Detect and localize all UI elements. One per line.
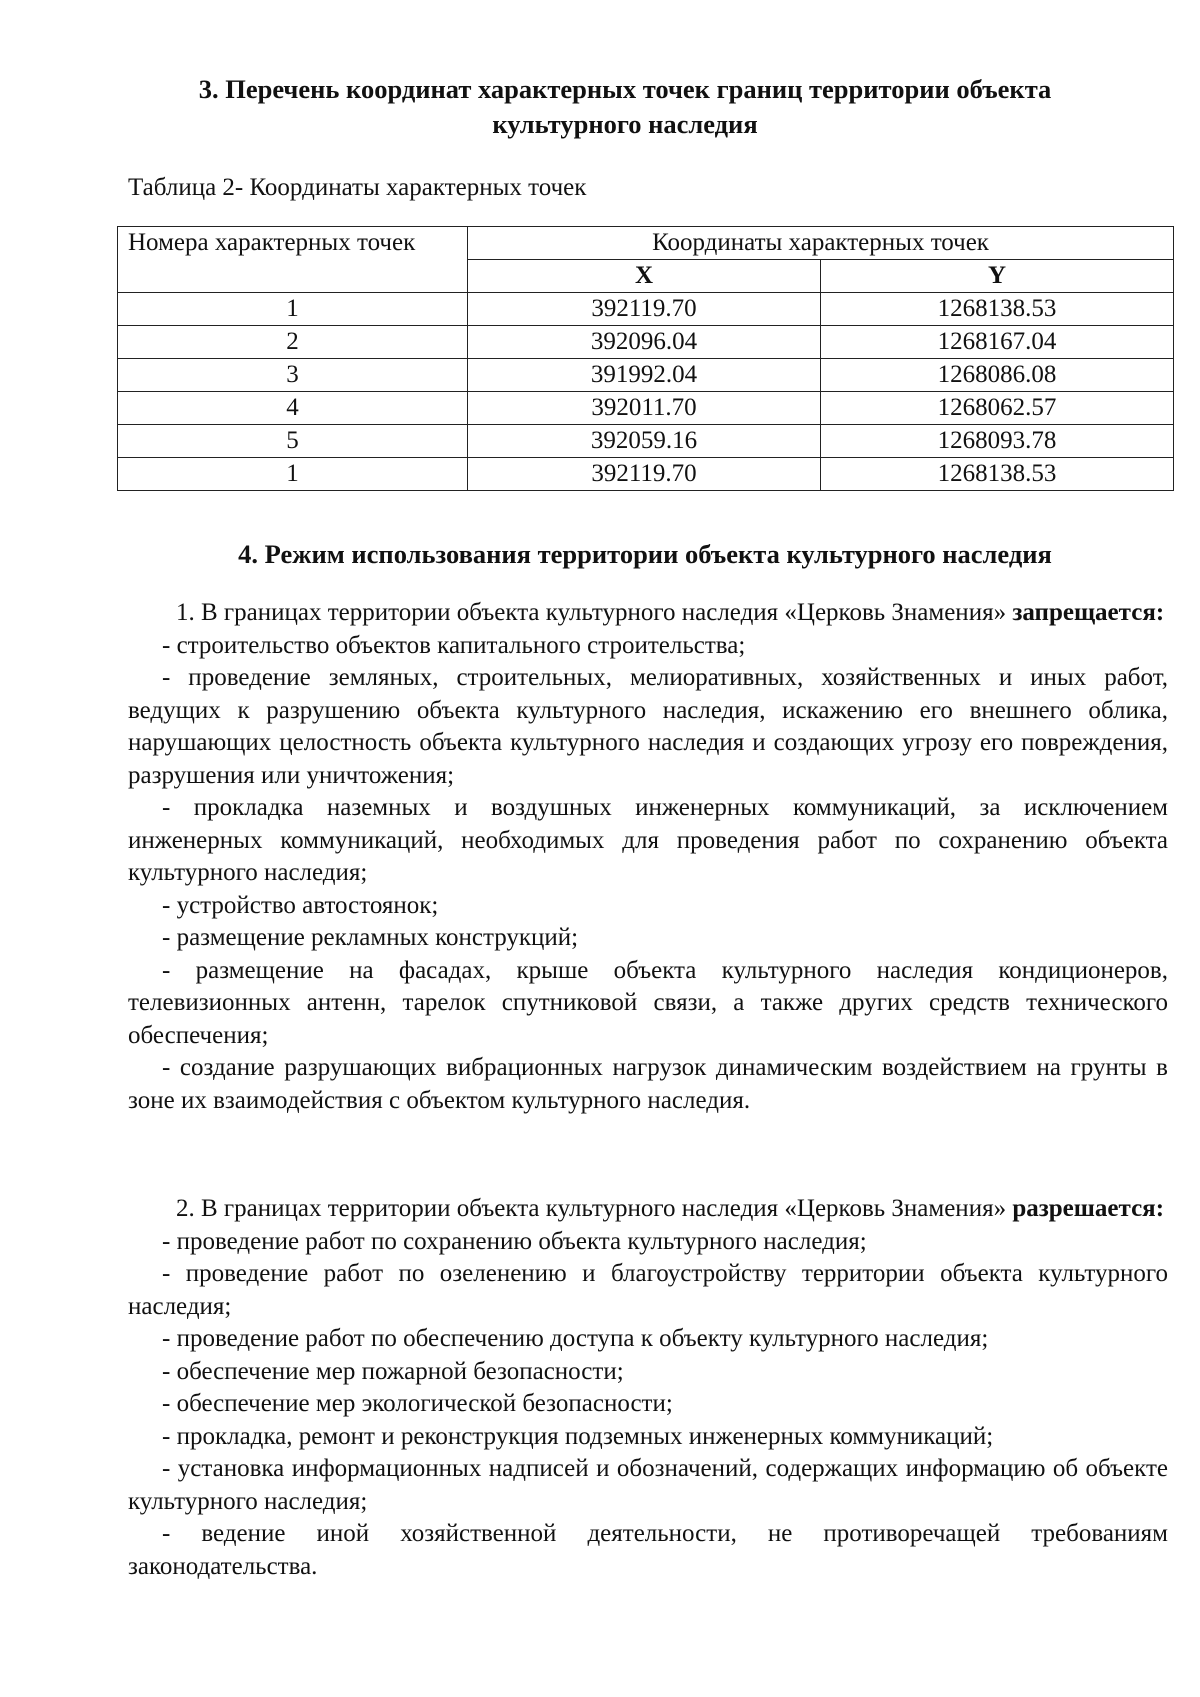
y-value: 1268062.57 <box>821 392 1174 425</box>
prohibited-item: - создание разрушающих вибрационных нагрузок динамическим воздействием на грунты в зоне их взаимодействия с объектом культурного наследия. <box>128 1054 1168 1114</box>
section-3-heading-line-1: 3. Перечень координат характерных точек границ территории объекта <box>198 74 1052 104</box>
table-row <box>118 392 1174 425</box>
point-number: 2 <box>118 326 468 359</box>
header-x: X <box>468 260 821 293</box>
prohibited-item: - проведение земляных, строительных, мелиоративных, хозяйственных и иных работ, ведущих к разрушению объекта культурного наследия, искажению его внешнего облика, нарушающих целостность объекта культурного наследия и создающих угрозу его повреждения, разрушения или уничтожения; <box>128 664 1168 789</box>
prohibited-item: - строительство объектов капитального строительства; <box>162 631 746 659</box>
permitted-item: - обеспечение мер экологической безопасности; <box>162 1390 673 1417</box>
permitted-item: - ведение иной хозяйственной деятельности, не противоречащей требованиям законодательства. <box>128 1520 1168 1580</box>
coordinates-table <box>117 226 1174 491</box>
permitted-intro-text: 2. В границах территории объекта культурного наследия «Церковь Знамения» <box>176 1195 1007 1222</box>
permitted-item: - проведение работ по озеленению и благоустройству территории объекта культурного наследия; <box>128 1260 1168 1320</box>
permitted-item: - обеспечение мер пожарной безопасности; <box>162 1357 624 1385</box>
prohibited-item: - устройство автостоянок; <box>162 891 439 919</box>
table-row <box>118 293 1174 326</box>
x-value: 392119.70 <box>468 293 821 326</box>
y-value: 1268167.04 <box>821 326 1174 359</box>
x-value: 392011.70 <box>468 392 821 425</box>
point-number: 1 <box>118 458 468 491</box>
permitted-keyword: разрешается: <box>1012 1195 1165 1222</box>
section-3-heading <box>150 72 1100 142</box>
table-row <box>118 458 1174 491</box>
table-caption: Таблица 2- Координаты характерных точек <box>128 174 587 201</box>
x-value: 391992.04 <box>468 359 821 392</box>
point-number: 4 <box>118 392 468 425</box>
prohibited-item: - размещение рекламных конструкций; <box>162 924 579 951</box>
table-row <box>118 326 1174 359</box>
header-point-numbers: Номера характерных точек <box>118 227 468 293</box>
prohibited-section <box>128 597 1168 1117</box>
prohibited-item: - прокладка наземных и воздушных инженерных коммуникаций, за исключением инженерных коммуникаций, необходимых для проведения работ по сохранению объекта культурного наследия; <box>128 794 1168 886</box>
y-value: 1268138.53 <box>821 293 1174 326</box>
point-number: 3 <box>118 359 468 392</box>
point-number: 5 <box>118 425 468 458</box>
permitted-item: - прокладка, ремонт и реконструкция подземных инженерных коммуникаций; <box>162 1422 994 1450</box>
y-value: 1268138.53 <box>821 458 1174 491</box>
table-row <box>118 425 1174 458</box>
header-y: Y <box>821 260 1174 293</box>
permitted-intro <box>128 1193 1168 1226</box>
point-number: 1 <box>118 293 468 326</box>
section-3-heading-line-2: культурного наследия <box>492 109 758 139</box>
section-4-heading: 4. Режим использования территории объекта культурного наследия <box>238 539 1052 569</box>
header-coordinates: Координаты характерных точек <box>468 227 1174 260</box>
x-value: 392119.70 <box>468 458 821 491</box>
x-value: 392059.16 <box>468 425 821 458</box>
prohibited-keyword: запрещается: <box>1012 599 1165 626</box>
permitted-section <box>128 1193 1168 1583</box>
permitted-item: - установка информационных надписей и обозначений, содержащих информацию об объекте культурного наследия; <box>128 1455 1168 1515</box>
y-value: 1268093.78 <box>821 425 1174 458</box>
x-value: 392096.04 <box>468 326 821 359</box>
permitted-item: - проведение работ по обеспечению доступа к объекту культурного наследия; <box>162 1325 989 1352</box>
prohibited-item: - размещение на фасадах, крыше объекта культурного наследия кондиционеров, телевизионных антенн, тарелок спутниковой связи, а также других средств технического обеспечения; <box>128 956 1168 1049</box>
y-value: 1268086.08 <box>821 359 1174 392</box>
prohibited-intro <box>128 597 1168 630</box>
permitted-item: - проведение работ по сохранению объекта культурного наследия; <box>162 1227 867 1255</box>
table-row <box>118 359 1174 392</box>
prohibited-intro-text: 1. В границах территории объекта культурного наследия «Церковь Знамения» <box>176 599 1007 626</box>
